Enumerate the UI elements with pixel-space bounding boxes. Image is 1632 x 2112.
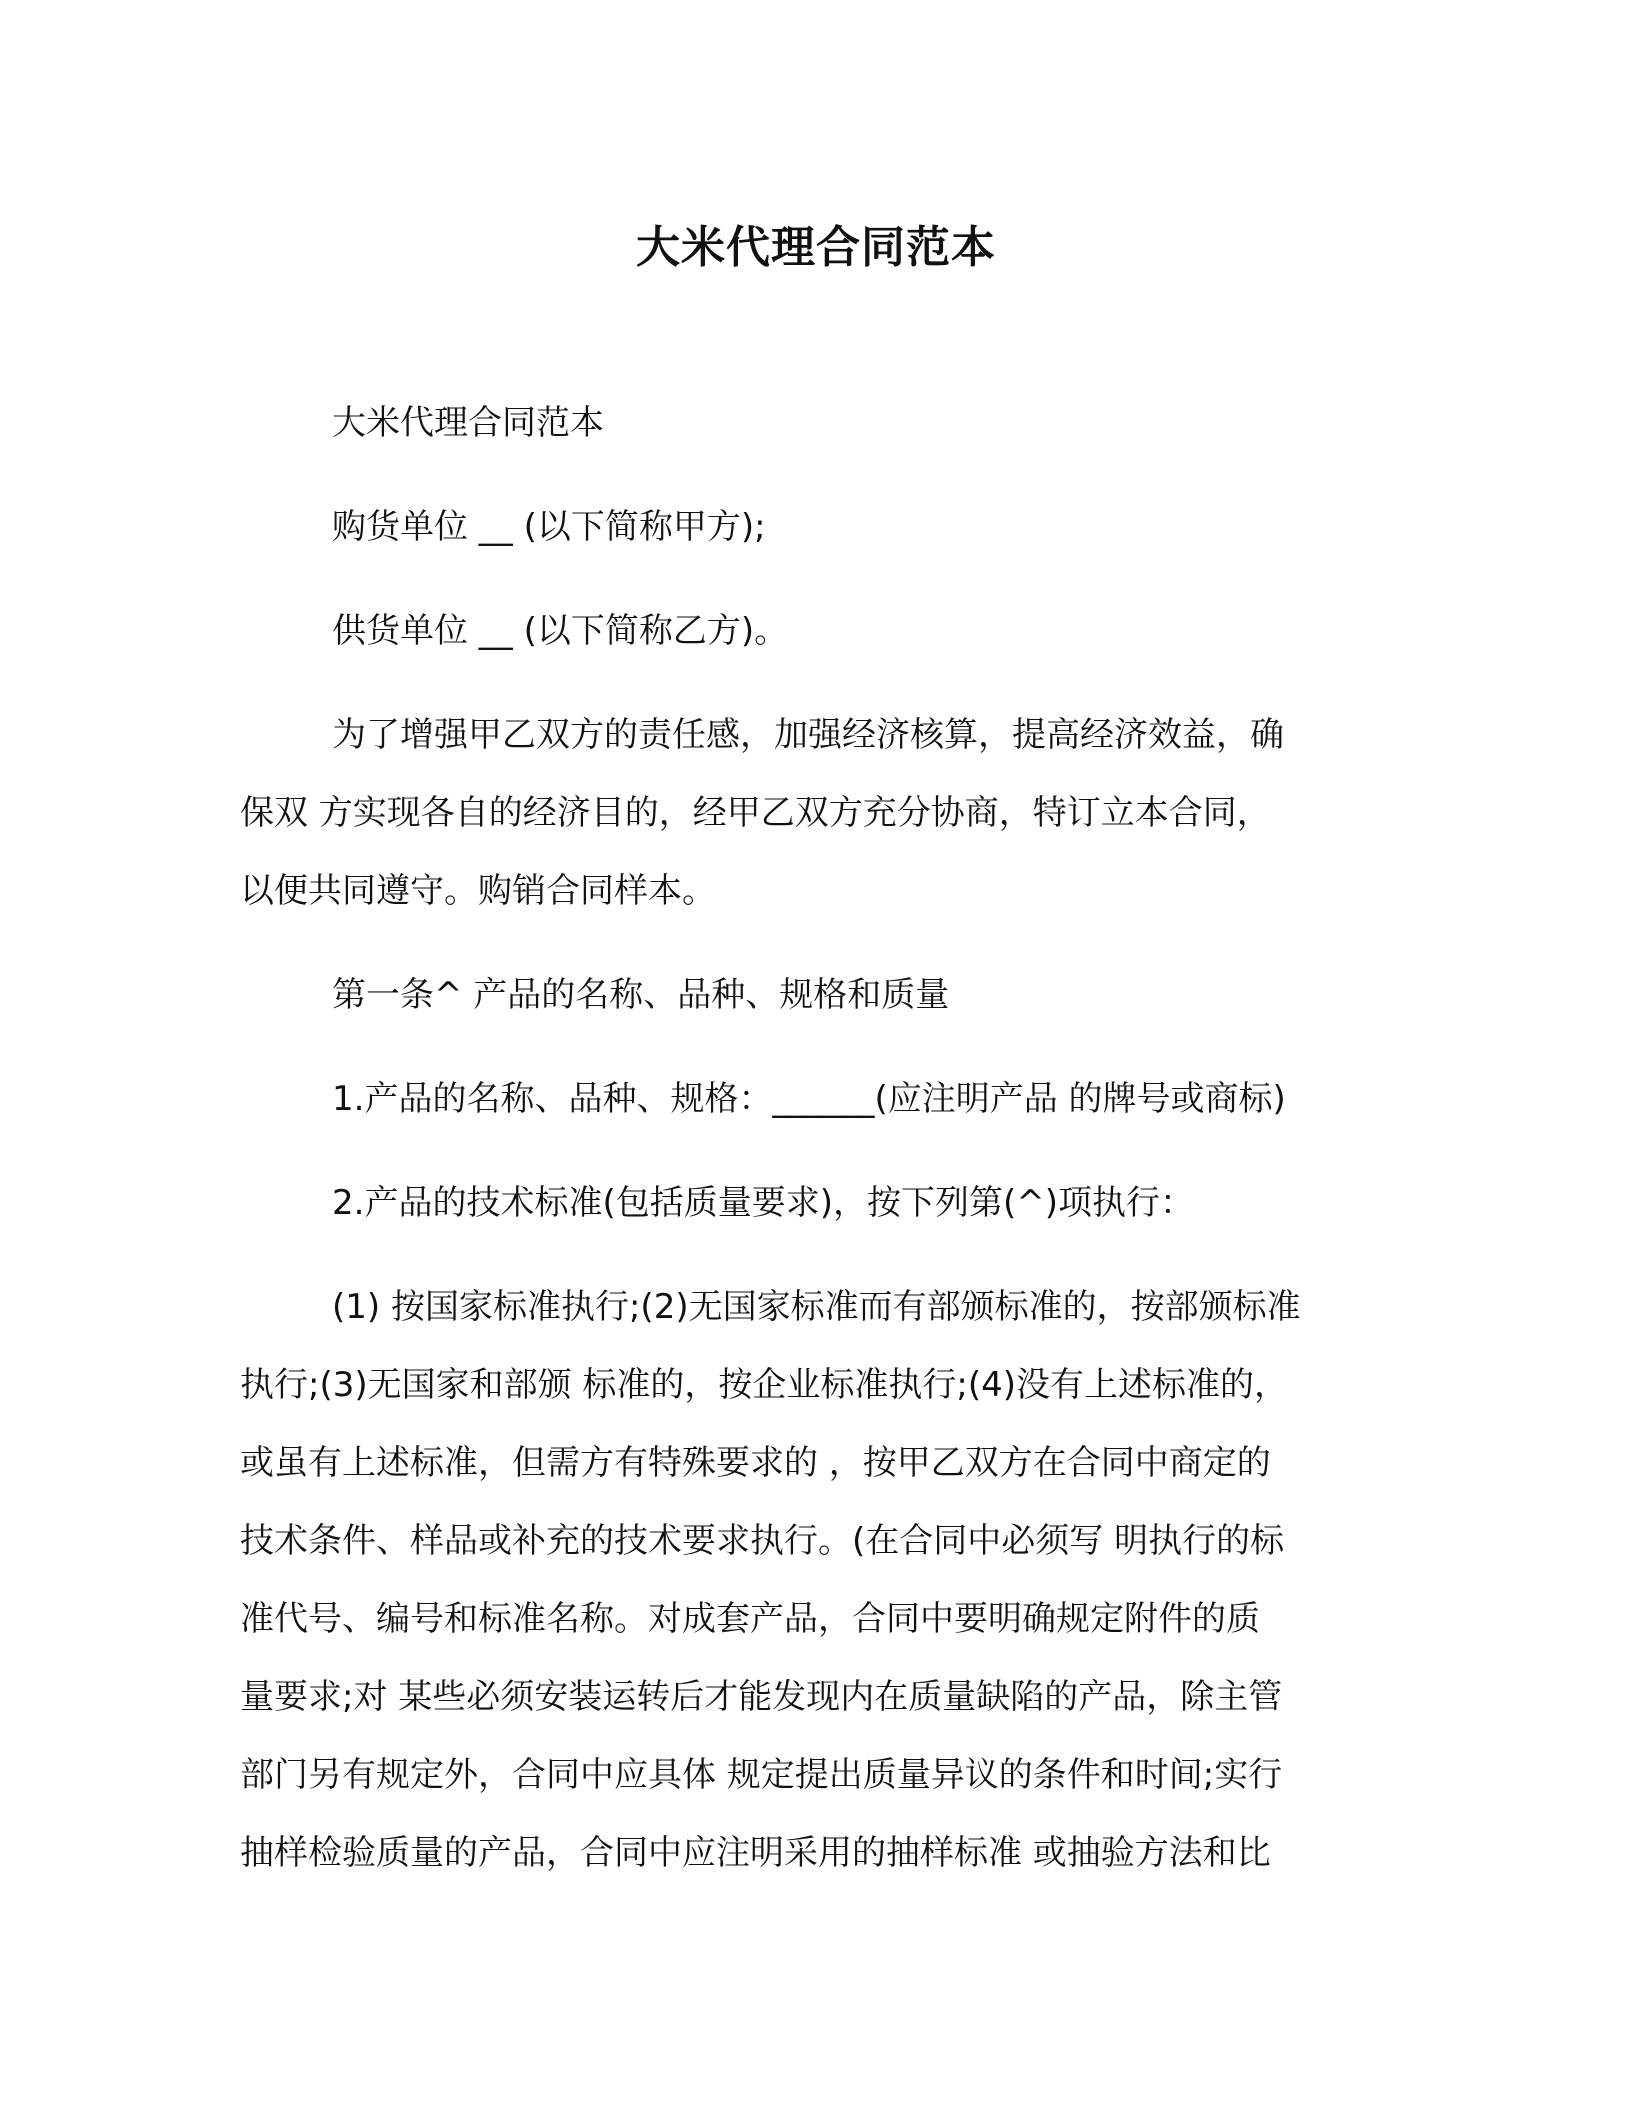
article1-heading: 第一条^ 产品的名称、品种、规格和质量 [332, 975, 950, 1015]
document-title: 大米代理合同范本 [636, 222, 996, 273]
standards-paragraph [240, 1268, 1400, 1892]
intro-paragraph [240, 696, 1400, 930]
standards-line: 技术条件、样品或补充的技术要求执行。(在合同中必须写 明执行的标 [240, 1521, 1285, 1561]
intro-line: 保双 方实现各自的经济目的，经甲乙双方充分协商，特订立本合同， [240, 793, 1271, 833]
standards-line: 执行;(3)无国家和部颁 标准的，按企业标准执行;(4)没有上述标准的， [240, 1365, 1289, 1405]
document-subtitle: 大米代理合同范本 [332, 403, 604, 443]
buyer-line: 购货单位 __ (以下简称甲方); [332, 507, 766, 547]
standards-line: (1) 按国家标准执行;(2)无国家标准而有部颁标准的，按部颁标准 [332, 1287, 1301, 1327]
intro-line: 以便共同遵守。购销合同样本。 [240, 871, 716, 911]
standards-line: 量要求;对 某些必须安装运转后才能发现内在质量缺陷的产品，除主管 [240, 1677, 1283, 1717]
item1-product-spec: 1.产品的名称、品种、规格：______(应注明产品 的牌号或商标) [332, 1079, 1286, 1119]
standards-line: 抽样检验质量的产品，合同中应注明采用的抽样标准 或抽验方法和比 [240, 1833, 1271, 1873]
supplier-line: 供货单位 __ (以下简称乙方)。 [332, 611, 789, 651]
intro-line: 为了增强甲乙双方的责任感，加强经济核算，提高经济效益，确 [332, 715, 1284, 755]
standards-line: 准代号、编号和标准名称。对成套产品，合同中要明确规定附件的质 [240, 1599, 1260, 1639]
standards-line: 或虽有上述标准，但需方有特殊要求的 ，按甲乙双方在合同中商定的 [240, 1443, 1271, 1483]
standards-line: 部门另有规定外，合同中应具体 规定提出质量异议的条件和时间;实行 [240, 1755, 1283, 1795]
item2-technical-standard: 2.产品的技术标准(包括质量要求)，按下列第(^)项执行： [332, 1183, 1194, 1223]
